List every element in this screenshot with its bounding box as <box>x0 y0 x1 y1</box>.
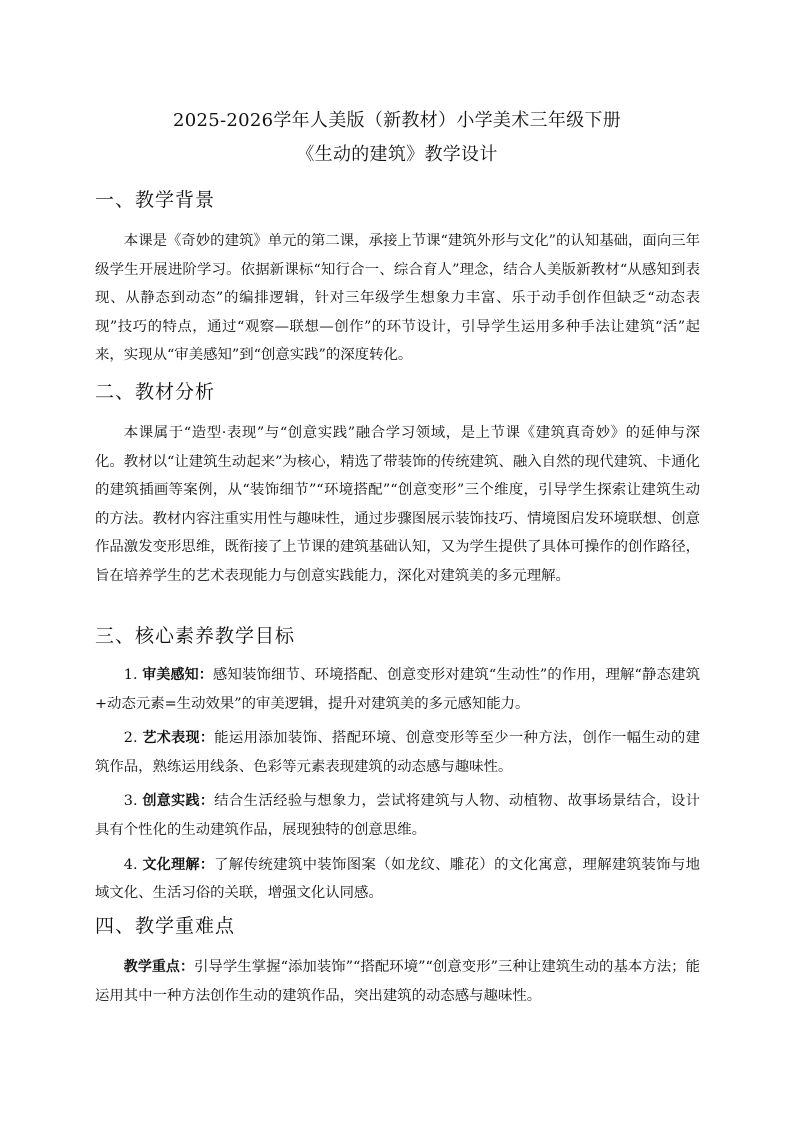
section-analysis <box>95 378 700 591</box>
goal-key: 创意实践： <box>142 793 215 810</box>
goals-list <box>95 661 700 908</box>
goal-number: 2. <box>123 730 138 747</box>
section-keypoints <box>95 912 700 1010</box>
title-line-1: 2025-2026学年人美版（新教材）小学美术三年级下册 <box>172 110 622 131</box>
goal-number: 4. <box>123 856 138 873</box>
section-heading: 一、教学背景 <box>95 189 216 211</box>
key-text: 引导学生掌握“添加装饰”“搭配环境”“创意变形”三种让建筑生动的基本方法；能运用其中一种方法创作生动的建筑作品，突出建筑的动态感与趣味性。 <box>95 959 700 1004</box>
goal-item <box>95 851 700 908</box>
section-background <box>95 186 700 370</box>
title-line-2: 《生动的建筑》教学设计 <box>296 144 498 165</box>
goal-key: 艺术表现： <box>142 730 215 747</box>
goal-item <box>95 787 700 844</box>
goal-number: 3. <box>123 793 138 810</box>
section-heading: 三、核心素养教学目标 <box>95 625 296 647</box>
section-paragraph: 本课属于“造型·表现”与“创意实践”融合学习领域，是上节课《建筑真奇妙》的延伸与深化。教材以“让建筑生动起来”为核心，精选了带装饰的传统建筑、融入自然的现代建筑、卡通化的建筑插画等案例，从“装饰细节”“环境搭配”“创意变形”三个维度，引导学生探索让建筑生动的方法。教材内容注重实用性与趣味性，通过步骤图展示装饰技巧、情境图启发环境联想、创意作品激发变形思维，既衔接了上节课的建筑基础认知，又为学生提供了具体可操作的创作路径，旨在培养学生的艺术表现能力与创意实践能力，深化对建筑美的多元理解。 <box>95 425 700 584</box>
goal-text: 能运用添加装饰、搭配环境、创意变形等至少一种方法，创作一幅生动的建筑作品，熟练运用线条、色彩等元素表现建筑的动态感与趣味性。 <box>95 730 700 775</box>
goal-key: 文化理解： <box>142 856 215 873</box>
section-paragraph <box>95 953 700 1010</box>
goal-item <box>95 724 700 781</box>
goal-key: 审美感知： <box>142 667 213 683</box>
section-paragraph: 本课是《奇妙的建筑》单元的第二课，承接上节课“建筑外形与文化”的认知基础，面向三年级学生开展进阶学习。依据新课标“知行合一、综合育人”理念，结合人美版新教材“从感知到表现、从静态到动态”的编排逻辑，针对三年级学生想象力丰富、乐于动手创作但缺乏“动态表现”技巧的特点，通过“观察—联想—创作”的环节设计，引导学生运用多种手法让建筑“活”起来，实现从“审美感知”到“创意实践”的深度转化。 <box>95 233 700 364</box>
key-label: 教学重点： <box>123 959 194 975</box>
document-title <box>0 104 794 172</box>
goal-text: 了解传统建筑中装饰图案（如龙纹、雕花）的文化寓意，理解建筑装饰与地域文化、生活习俗的关联，增强文化认同感。 <box>95 856 700 902</box>
section-heading: 四、教学重难点 <box>95 915 236 937</box>
goal-item <box>95 661 700 718</box>
goal-number: 1. <box>123 667 138 683</box>
goal-text: 结合生活经验与想象力，尝试将建筑与人物、动植物、故事场景结合，设计具有个性化的生动建筑作品，展现独特的创意思维。 <box>95 793 700 838</box>
section-goals <box>95 622 700 914</box>
goal-text: 感知装饰细节、环境搭配、创意变形对建筑“生动性”的作用，理解“静态建筑+动态元素=生动效果”的审美逻辑，提升对建筑美的多元感知能力。 <box>95 667 701 712</box>
section-heading: 二、教材分析 <box>95 381 216 403</box>
